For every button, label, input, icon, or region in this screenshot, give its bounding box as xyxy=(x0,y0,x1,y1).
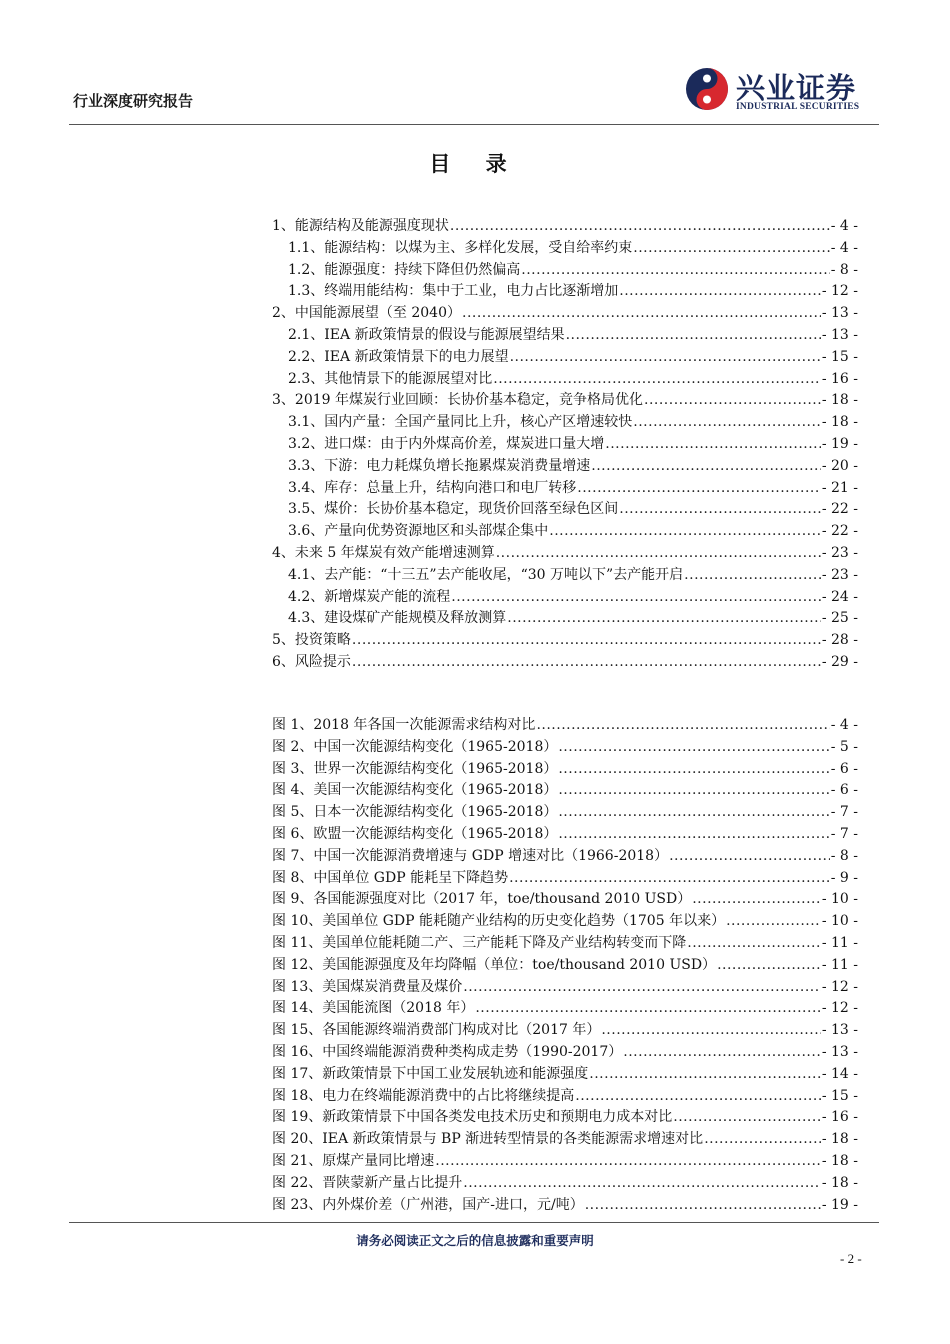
toc-entry-label: 3.5、煤价：长协价基本稳定，现货价回落至绿色区间 xyxy=(288,501,619,518)
dot-leader xyxy=(521,262,829,278)
toc-entry[interactable] xyxy=(272,368,858,390)
figure-list xyxy=(272,714,858,1215)
dot-leader xyxy=(510,349,821,365)
dot-leader xyxy=(558,826,829,842)
figure-entry-label: 图 4、美国一次能源结构变化（1965-2018） xyxy=(272,782,558,799)
toc-entry-page: - 13 - xyxy=(821,305,858,322)
figure-entry-label: 图 11、美国单位能耗随二产、三产能耗下降及产业结构转变而下降 xyxy=(272,934,687,951)
dot-leader xyxy=(669,848,830,864)
dot-leader xyxy=(558,739,829,755)
figure-entry-page: - 10 - xyxy=(821,891,858,908)
figure-entry[interactable] xyxy=(272,823,858,845)
toc-entry-page: - 12 - xyxy=(821,283,858,300)
figure-entry[interactable] xyxy=(272,1063,858,1085)
figure-entry-label: 图 5、日本一次能源结构变化（1965-2018） xyxy=(272,804,558,821)
figure-entry[interactable] xyxy=(272,932,858,954)
dot-leader xyxy=(644,392,821,408)
figure-entry[interactable] xyxy=(272,997,858,1019)
toc-entry[interactable] xyxy=(272,586,858,608)
dot-leader xyxy=(451,589,821,605)
toc-entry-label: 3.2、进口煤：由于内外煤高价差，煤炭进口量大增 xyxy=(288,435,605,452)
figure-entry-page: - 5 - xyxy=(830,738,858,755)
dot-leader xyxy=(577,480,821,496)
toc-entry-label: 4、未来 5 年煤炭有效产能增速测算 xyxy=(272,544,495,561)
page-number: - 2 - xyxy=(840,1251,862,1266)
toc-entry[interactable] xyxy=(272,629,858,651)
figure-entry-label: 图 23、内外煤价差（广州港，国产-进口，元/吨） xyxy=(272,1196,584,1213)
toc-entry[interactable] xyxy=(272,389,858,411)
toc-entry-page: - 22 - xyxy=(821,523,858,540)
dot-leader xyxy=(684,567,821,583)
figure-entry[interactable] xyxy=(272,976,858,998)
figure-entry-label: 图 13、美国煤炭消费量及煤价 xyxy=(272,978,463,995)
figure-entry-label: 图 12、美国能源强度及年均降幅（单位：toe/thousand 2010 USD） xyxy=(272,956,717,973)
figure-entry-label: 图 3、世界一次能源结构变化（1965-2018） xyxy=(272,760,558,777)
toc-entry-page: - 19 - xyxy=(821,435,858,452)
dot-leader xyxy=(717,957,821,973)
figure-entry-page: - 6 - xyxy=(830,760,858,777)
dot-leader xyxy=(475,1000,820,1016)
figure-entry[interactable] xyxy=(272,758,858,780)
header-divider xyxy=(69,124,879,125)
dot-leader xyxy=(619,283,821,299)
figure-entry-page: - 18 - xyxy=(821,1152,858,1169)
toc-entry[interactable] xyxy=(272,324,858,346)
toc-entry-label: 1.3、终端用能结构：集中于工业，电力占比逐渐增加 xyxy=(288,283,619,300)
toc-entry[interactable] xyxy=(272,280,858,302)
figure-entry-label: 图 6、欧盟一次能源结构变化（1965-2018） xyxy=(272,825,558,842)
toc-entry-label: 2.1、IEA 新政策情景的假设与能源展望结果 xyxy=(288,326,565,343)
toc-entry-label: 3.1、国内产量：全国产量同比上升，核心产区增速较快 xyxy=(288,414,633,431)
dot-leader xyxy=(549,523,821,539)
figure-entry-label: 图 8、中国单位 GDP 能耗呈下降趋势 xyxy=(272,869,509,886)
figure-entry-page: - 19 - xyxy=(821,1196,858,1213)
figure-entry[interactable] xyxy=(272,1041,858,1063)
toc-entry-page: - 21 - xyxy=(821,479,858,496)
toc-entry-label: 1、能源结构及能源强度现状 xyxy=(272,218,449,234)
toc-entry[interactable] xyxy=(272,607,858,629)
figure-entry-label: 图 9、各国能源强度对比（2017 年，toe/thousand 2010 USD） xyxy=(272,891,692,908)
figure-entry-label: 图 20、IEA 新政策情景与 BP 渐进转型情景的各类能源需求增速对比 xyxy=(272,1131,704,1148)
dot-leader xyxy=(623,1044,821,1060)
figure-entry-label: 图 7、中国一次能源消费增速与 GDP 增速对比（1966-2018） xyxy=(272,847,669,864)
dot-leader xyxy=(493,371,821,387)
dot-leader xyxy=(605,436,821,452)
toc-entry-page: - 8 - xyxy=(830,261,858,278)
figure-entry-label: 图 17、新政策情景下中国工业发展轨迹和能源强度 xyxy=(272,1065,589,1082)
toc-entry[interactable] xyxy=(272,542,858,564)
toc-entry-page: - 29 - xyxy=(821,653,858,670)
dot-leader xyxy=(496,545,821,561)
dot-leader xyxy=(601,1022,820,1038)
toc-entry-page: - 24 - xyxy=(821,588,858,605)
figure-entry-page: - 6 - xyxy=(830,782,858,799)
figure-entry[interactable] xyxy=(272,910,858,932)
toc-entry-label: 3.4、库存：总量上升，结构向港口和电厂转移 xyxy=(288,479,577,496)
figure-entry-page: - 11 - xyxy=(821,956,858,973)
dot-leader xyxy=(463,1175,821,1191)
dot-leader xyxy=(704,1131,821,1147)
figure-entry-page: - 15 - xyxy=(821,1087,858,1104)
dot-leader xyxy=(673,1109,821,1125)
toc-entry[interactable] xyxy=(272,346,858,368)
toc-entry[interactable] xyxy=(272,411,858,433)
figure-entry-page: - 10 - xyxy=(821,913,858,930)
figure-entry[interactable] xyxy=(272,1150,858,1172)
figure-entry[interactable] xyxy=(272,801,858,823)
figure-entry[interactable] xyxy=(272,867,858,889)
figure-entry[interactable] xyxy=(272,888,858,910)
toc-entry-label: 6、风险提示 xyxy=(272,653,351,670)
toc-entry[interactable] xyxy=(272,259,858,281)
table-of-contents xyxy=(272,215,858,673)
dot-leader xyxy=(692,891,821,907)
dot-leader xyxy=(566,327,821,343)
toc-entry-page: - 23 - xyxy=(821,566,858,583)
toc-entry-label: 4.3、建设煤矿产能规模及释放测算 xyxy=(288,610,507,627)
toc-entry-page: - 25 - xyxy=(821,610,858,627)
toc-entry-page: - 4 - xyxy=(830,239,858,256)
dot-leader xyxy=(435,1153,821,1169)
dot-leader xyxy=(352,654,821,670)
toc-entry[interactable] xyxy=(272,433,858,455)
figure-entry[interactable] xyxy=(272,1128,858,1150)
toc-entry[interactable] xyxy=(272,564,858,586)
toc-entry-page: - 23 - xyxy=(821,544,858,561)
figure-entry-label: 图 2、中国一次能源结构变化（1965-2018） xyxy=(272,738,558,755)
figure-entry[interactable] xyxy=(272,1172,858,1194)
figure-entry[interactable] xyxy=(272,714,858,736)
figure-entry-page: - 13 - xyxy=(821,1022,858,1039)
dot-leader xyxy=(575,1088,821,1104)
figure-entry-page: - 16 - xyxy=(821,1109,858,1126)
toc-entry[interactable] xyxy=(272,455,858,477)
page-title: 目 录 xyxy=(429,152,521,176)
toc-entry-page: - 20 - xyxy=(821,457,858,474)
toc-entry[interactable] xyxy=(272,477,858,499)
figure-entry-page: - 12 - xyxy=(821,978,858,995)
toc-entry-page: - 18 - xyxy=(821,392,858,409)
toc-entry-label: 3.3、下游：电力耗煤负增长拖累煤炭消费量增速 xyxy=(288,457,591,474)
figure-entry-label: 图 15、各国能源终端消费部门构成对比（2017 年） xyxy=(272,1022,601,1039)
dot-leader xyxy=(509,870,830,886)
figure-entry-label: 图 21、原煤产量同比增速 xyxy=(272,1152,435,1169)
toc-entry-label: 2.3、其他情景下的能源展望对比 xyxy=(288,370,493,387)
dot-leader xyxy=(507,610,821,626)
dot-leader xyxy=(589,1066,821,1082)
toc-entry-label: 4.1、去产能：“十三五”去产能收尾，“30 万吨以下”去产能开启 xyxy=(288,566,684,583)
figure-entry[interactable] xyxy=(272,1194,858,1216)
figure-entry-page: - 18 - xyxy=(821,1174,858,1191)
toc-entry-label: 3、2019 年煤炭行业回顾：长协价基本稳定，竞争格局优化 xyxy=(272,392,643,409)
toc-entry-label: 2.2、IEA 新政策情景下的电力展望 xyxy=(288,348,509,365)
dot-leader xyxy=(536,717,829,733)
figure-entry-page: - 7 - xyxy=(830,825,858,842)
toc-entry[interactable] xyxy=(272,520,858,542)
toc-entry[interactable] xyxy=(272,215,858,237)
toc-entry-label: 1.1、能源结构：以煤为主、多样化发展，受自给率约束 xyxy=(288,239,633,256)
figure-entry-label: 图 16、中国终端能源消费种类构成走势（1990-2017） xyxy=(272,1043,623,1060)
toc-entry-label: 5、投资策略 xyxy=(272,632,351,649)
dot-leader xyxy=(558,761,829,777)
dot-leader xyxy=(450,218,830,234)
toc-entry-label: 2、中国能源展望（至 2040） xyxy=(272,305,461,322)
logo-chinese-name: 兴业证券 xyxy=(736,71,857,105)
dot-leader xyxy=(633,240,829,256)
figure-entry[interactable] xyxy=(272,736,858,758)
figure-entry-page: - 14 - xyxy=(821,1065,858,1082)
figure-entry-page: - 9 - xyxy=(830,869,858,886)
figure-entry-label: 图 18、电力在终端能源消费中的占比将继续提高 xyxy=(272,1087,575,1104)
toc-entry-label: 4.2、新增煤炭产能的流程 xyxy=(288,588,451,605)
figure-entry-page: - 4 - xyxy=(830,717,858,733)
dot-leader xyxy=(687,935,821,951)
figure-entry-page: - 11 - xyxy=(821,934,858,951)
report-type-label: 行业深度研究报告 xyxy=(73,92,194,110)
dot-leader xyxy=(591,458,821,474)
figure-entry[interactable] xyxy=(272,845,858,867)
figure-entry-page: - 7 - xyxy=(830,804,858,821)
figure-entry[interactable] xyxy=(272,1085,858,1107)
disclaimer-notice: 请务必阅读正文之后的信息披露和重要声明 xyxy=(356,1233,594,1248)
dot-leader xyxy=(558,804,829,820)
figure-entry[interactable] xyxy=(272,779,858,801)
toc-entry-page: - 15 - xyxy=(821,348,858,365)
dot-leader xyxy=(463,979,821,995)
dot-leader xyxy=(462,305,821,321)
dot-leader xyxy=(633,414,821,430)
dot-leader xyxy=(585,1197,821,1213)
toc-entry-label: 3.6、产量向优势资源地区和头部煤企集中 xyxy=(288,523,549,540)
toc-entry-page: - 18 - xyxy=(821,414,858,431)
figure-entry-label: 图 10、美国单位 GDP 能耗随产业结构的历史变化趋势（1705 年以来） xyxy=(272,913,726,930)
dot-leader xyxy=(352,632,821,648)
toc-entry-label: 1.2、能源强度：持续下降但仍然偏高 xyxy=(288,261,521,278)
toc-entry-page: - 28 - xyxy=(821,632,858,649)
figure-entry-page: - 8 - xyxy=(830,847,858,864)
figure-entry-page: - 18 - xyxy=(821,1131,858,1148)
toc-entry-page: - 4 - xyxy=(830,218,858,234)
dot-leader xyxy=(726,913,821,929)
company-logo xyxy=(684,64,884,116)
toc-entry[interactable] xyxy=(272,302,858,324)
logo-english-name: INDUSTRIAL SECURITIES xyxy=(736,102,860,112)
figure-entry-label: 图 22、晋陕蒙新产量占比提升 xyxy=(272,1174,463,1191)
dot-leader xyxy=(619,501,821,517)
toc-entry-page: - 16 - xyxy=(821,370,858,387)
toc-entry-page: - 22 - xyxy=(821,501,858,518)
toc-entry-page: - 13 - xyxy=(821,326,858,343)
figure-entry[interactable] xyxy=(272,1019,858,1041)
figure-entry-page: - 13 - xyxy=(821,1043,858,1060)
footer-divider xyxy=(69,1222,879,1223)
figure-entry-page: - 12 - xyxy=(821,1000,858,1017)
logo-mark-icon xyxy=(684,66,730,112)
toc-entry[interactable] xyxy=(272,651,858,673)
toc-entry[interactable] xyxy=(272,237,858,259)
figure-entry[interactable] xyxy=(272,954,858,976)
figure-entry-label: 图 14、美国能流图（2018 年） xyxy=(272,1000,475,1017)
figure-entry-label: 图 19、新政策情景下中国各类发电技术历史和预期电力成本对比 xyxy=(272,1109,673,1126)
dot-leader xyxy=(558,782,829,798)
figure-entry-label: 图 1、2018 年各国一次能源需求结构对比 xyxy=(272,717,536,733)
figure-entry[interactable] xyxy=(272,1106,858,1128)
toc-entry[interactable] xyxy=(272,498,858,520)
